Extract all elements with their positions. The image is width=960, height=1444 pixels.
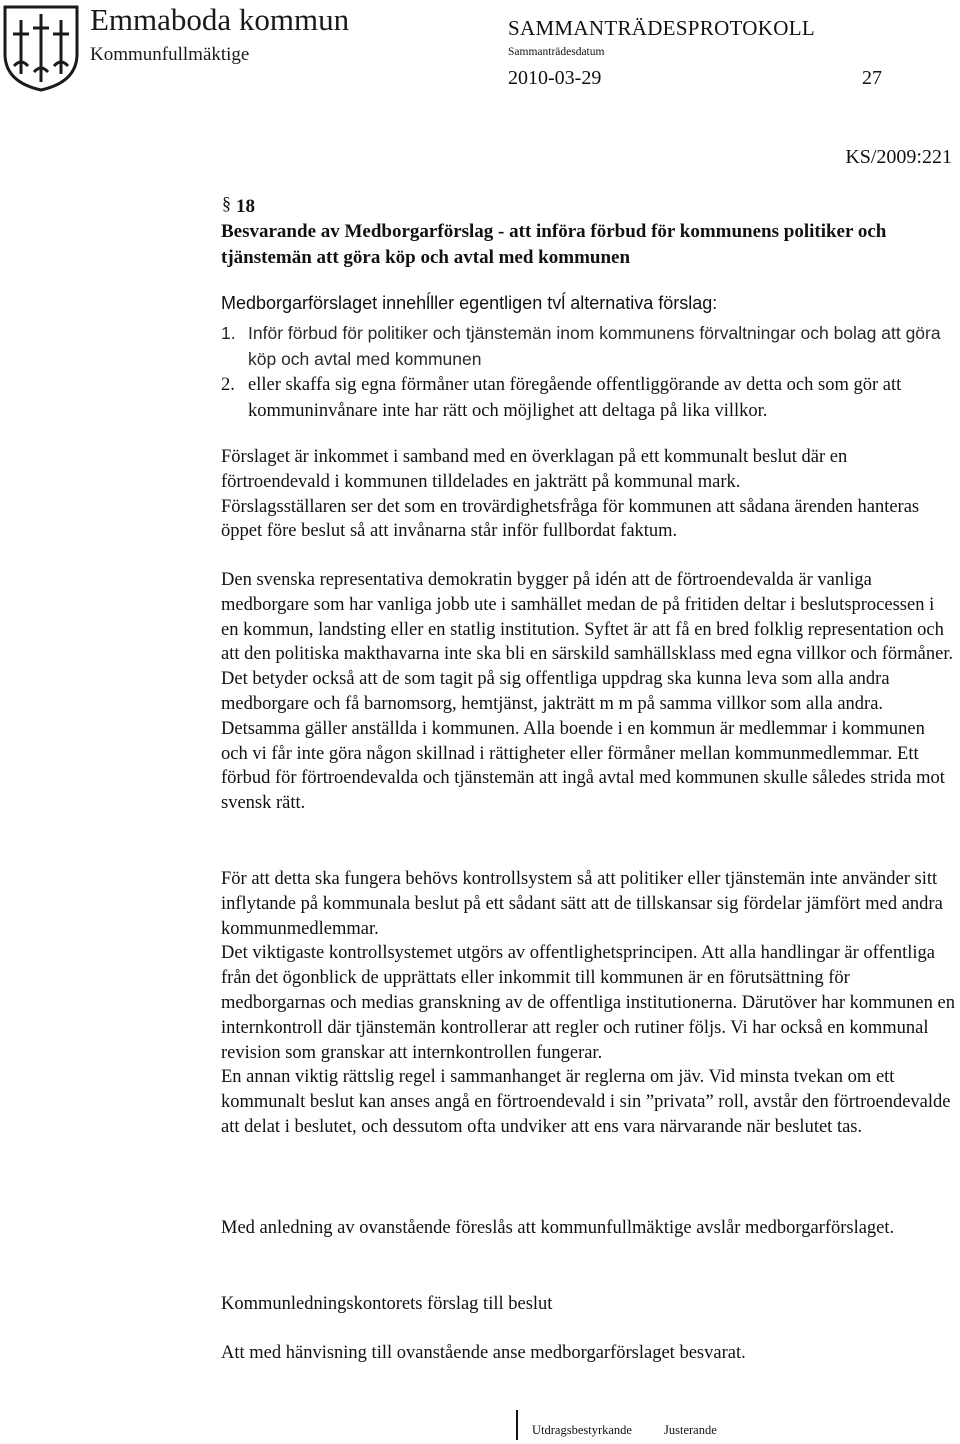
footer-divider xyxy=(516,1410,518,1440)
organization-name: Emmaboda kommun xyxy=(90,2,350,37)
document-type: SAMMANTRÄDESPROTOKOLL xyxy=(508,16,815,40)
body-paragraph: Kommunledningskontorets förslag till beslut xyxy=(221,1294,553,1314)
section-number: 18 xyxy=(236,196,255,217)
list-item xyxy=(221,320,951,372)
body-paragraph: Det viktigaste kontrollsystemet utgörs av offentlighetsprincipen. Att alla handlingar är offentliga från det ögonblick de upprättats eller inkommit till kommunen är en förutsättning för medborgarnas och medias granskning av de offentliga institutionerna. Därutöver har kommunen en internkontroll där tjänstemän kontrollerar att regler och rutiner följs. Vi har också en kommunal revision som granskar att internkontrollen fungerar. xyxy=(221,943,955,1063)
recommendation-section xyxy=(221,1216,955,1241)
meeting-date-label: Sammanträdesdatum xyxy=(508,46,605,58)
footer-utdragsbestyrkande: Utdragsbestyrkande xyxy=(532,1423,632,1437)
proposal-heading xyxy=(221,1292,955,1317)
footer-justerande: Justerande xyxy=(664,1423,717,1437)
proposal-intro: Medborgarförslaget innehĺller egentligen tvĺ alternativa förslag: xyxy=(221,293,718,313)
proposal-list xyxy=(221,320,951,424)
list-item-number: 2. xyxy=(221,375,235,395)
body-paragraph: Med anledning av ovanstående föreslås att kommunfullmäktige avslår medborgarförslaget. xyxy=(221,1218,895,1238)
section-title: Besvarande av Medborgarförslag - att införa förbud för kommunens politiker och tjänstemän att göra köp och avtal med kommunen xyxy=(221,221,887,268)
control-section xyxy=(221,867,955,1140)
municipality-coat-of-arms-icon xyxy=(2,4,80,92)
body-paragraph: Den svenska representativa demokratin bygger på idén att de förtroendevalda är vanliga medborgare som har vanliga jobb ute i samhället medan de på fritiden deltar i beslutsprocessen i en kommun, landsting eller en statlig institution. Syftet är att få en bred folklig representation och att den politiska makthavarna inte ska bli en särskild samhällsklass med egna villkor och förmåner. xyxy=(221,570,954,665)
organization-body: Kommunfullmäktige xyxy=(90,44,250,65)
meeting-date: 2010-03-29 xyxy=(508,67,602,89)
body-paragraph: Det betyder också att de som tagit på sig offentliga uppdrag ska kunna leva som alla andra medborgare och få barnomsorg, hemtjänst, jakträtt m m på samma villkor som alla andra. Detsamma gäller anställda i kommunen. Alla boende i en kommun är medlemmar i kommunen och vi får inte göra någon skillnad i rättigheter eller förmåner mellan kommunmedlemmar. Ett förbud för förtroendevalda och tjänstemän att ingå avtal med kommunen skulle således strida mot svensk rätt. xyxy=(221,669,945,814)
page-number: 27 xyxy=(862,67,882,89)
paragraph-sign: § xyxy=(222,193,231,213)
body-paragraph: För att detta ska fungera behövs kontrollsystem så att politiker eller tjänstemän inte använder sitt inflytande på kommunala beslut på ett sådant sätt att de tillskansar sig fördelar jämfört med andra kommunmedlemmar. xyxy=(221,869,943,939)
background-section xyxy=(221,445,955,544)
list-item-number: 1. xyxy=(221,323,236,343)
body-paragraph: Förslaget är inkommet i samband med en överklagan på ett kommunalt beslut där en förtroendevald i kommunen tilldelades en jakträtt på kommunal mark. xyxy=(221,447,848,492)
list-item-text: Inför förbud för politiker och tjänstemän inom kommunens förvaltningar och bolag att göra köp och avtal med kommunen xyxy=(248,323,941,369)
body-paragraph: En annan viktig rättslig regel i sammanhanget är reglerna om jäv. Vid minsta tvekan om ett kommunalt beslut kan anses angå en förtroendevald i sin ”privata” roll, avstår den förtroendevalde att delat i beslutet, och dessutom ofta undviker att ens vara närvarande när beslutet tas. xyxy=(221,1067,951,1137)
democracy-section xyxy=(221,568,955,816)
body-paragraph: Förslagsställaren ser det som en trovärdighetsfråga för kommunen att sådana ärenden hanteras öppet före beslut så att invånarna står inför fullbordat faktum. xyxy=(221,496,920,542)
decision-section xyxy=(221,1341,955,1366)
body-paragraph: Att med hänvisning till ovanstående anse medborgarförslaget besvarat. xyxy=(221,1343,746,1363)
list-item-text: eller skaffa sig egna förmåner utan föregående offentliggörande av detta och som gör att kommuninvånare inte har rätt och möjlighet att deltaga på lika villkor. xyxy=(248,375,902,421)
case-number: KS/2009:221 xyxy=(845,146,952,168)
list-item xyxy=(221,372,951,424)
